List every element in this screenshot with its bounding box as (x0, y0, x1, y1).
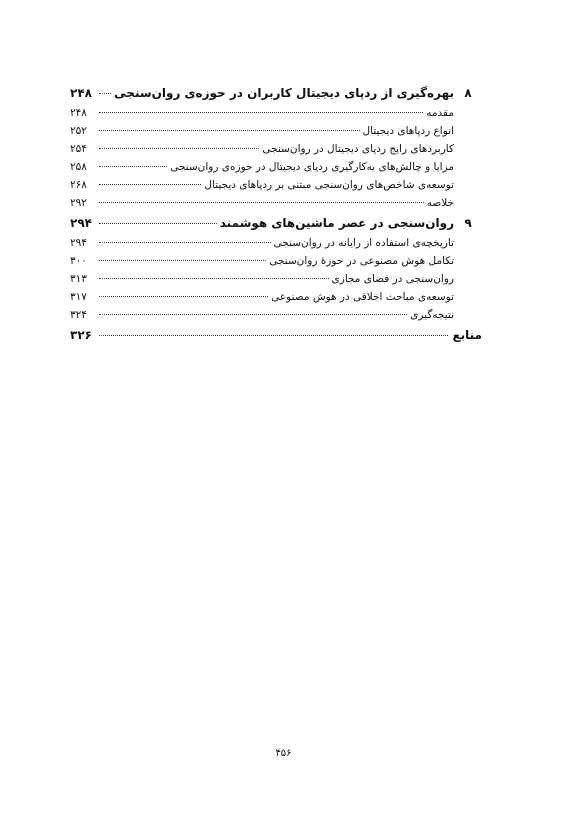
section-title: خلاصه (426, 197, 454, 209)
toc-section[interactable] (70, 122, 482, 140)
sources-title: منابع (452, 328, 482, 342)
section-title: مقدمه (426, 107, 454, 119)
page-number: ۲۶۸ (70, 179, 87, 191)
dot-leader (99, 184, 201, 185)
chapter-title: روان‌سنجی در عصر ماشین‌های هوشمند (219, 216, 454, 230)
page-number: ۲۹۴ (70, 237, 87, 249)
section-title: نتیجه‌گیری (410, 309, 454, 321)
toc-section[interactable] (70, 140, 482, 158)
page-number: ۲۵۲ (70, 125, 87, 137)
page-number: ۳۲۶ (70, 328, 92, 342)
dot-leader (99, 278, 329, 279)
dot-leader (99, 112, 423, 113)
toc-section[interactable] (70, 194, 482, 212)
toc-section[interactable] (70, 176, 482, 194)
toc-section[interactable] (70, 288, 482, 306)
page-number: ۳۰۰ (70, 255, 87, 267)
section-title: انواع ردپاهای دیجیتال (362, 125, 454, 137)
dot-leader (99, 242, 271, 243)
table-of-contents (70, 82, 482, 346)
toc-section[interactable] (70, 234, 482, 252)
page-number: ۲۴۸ (70, 107, 87, 119)
toc-chapter-8[interactable] (70, 82, 482, 104)
page-number: ۳۲۴ (70, 309, 87, 321)
dot-leader (99, 335, 448, 336)
toc-section[interactable] (70, 270, 482, 288)
dot-leader (99, 314, 407, 315)
dot-leader (99, 296, 268, 297)
toc-sources[interactable] (70, 324, 482, 346)
toc-chapter-9[interactable] (70, 212, 482, 234)
page-number: ۲۹۴ (70, 216, 92, 230)
page-number: ۳۱۳ (70, 273, 87, 285)
chapter-title: بهره‌گیری از ردپای دیجیتال کاربران در حوزه‌ی روان‌سنجی (114, 86, 454, 100)
section-title: مزایا و چالش‌های به‌کارگیری ردپای دیجیتال در حوزه‌ی روان‌سنجی (170, 161, 454, 173)
toc-section[interactable] (70, 306, 482, 324)
page-number: ۲۵۸ (70, 161, 87, 173)
chapter-number: ۸ (464, 86, 472, 100)
section-title: توسعه‌ی شاخص‌های روان‌سنجی مبتنی بر ردپاهای دیجیتال (204, 179, 454, 191)
toc-section[interactable] (70, 158, 482, 176)
footer-page-number: ۴۵۶ (275, 748, 292, 759)
dot-leader (99, 93, 111, 94)
dot-leader (99, 148, 259, 149)
toc-section[interactable] (70, 252, 482, 270)
dot-leader (99, 223, 217, 224)
page-number: ۲۵۴ (70, 143, 87, 155)
dot-leader (99, 202, 424, 203)
page-number: ۲۹۲ (70, 197, 87, 209)
section-title: توسعه‌ی مباحث اخلاقی در هوش مصنوعی (271, 291, 454, 303)
dot-leader (99, 166, 167, 167)
section-title: کاربردهای رایج ردپای دیجیتال در روان‌سنجی (262, 143, 454, 155)
page-number: ۳۱۷ (70, 291, 87, 303)
page-number: ۲۴۸ (70, 86, 92, 100)
section-title: تاریخچه‌ی استفاده از رایانه در روان‌سنجی (273, 237, 454, 249)
dot-leader (99, 260, 266, 261)
section-title: روان‌سنجی در فضای مجازی (331, 273, 454, 285)
toc-section[interactable] (70, 104, 482, 122)
section-title: تکامل هوش مصنوعی در حوزهٔ روان‌سنجی (269, 255, 454, 267)
dot-leader (99, 130, 360, 131)
chapter-number: ۹ (464, 216, 472, 230)
